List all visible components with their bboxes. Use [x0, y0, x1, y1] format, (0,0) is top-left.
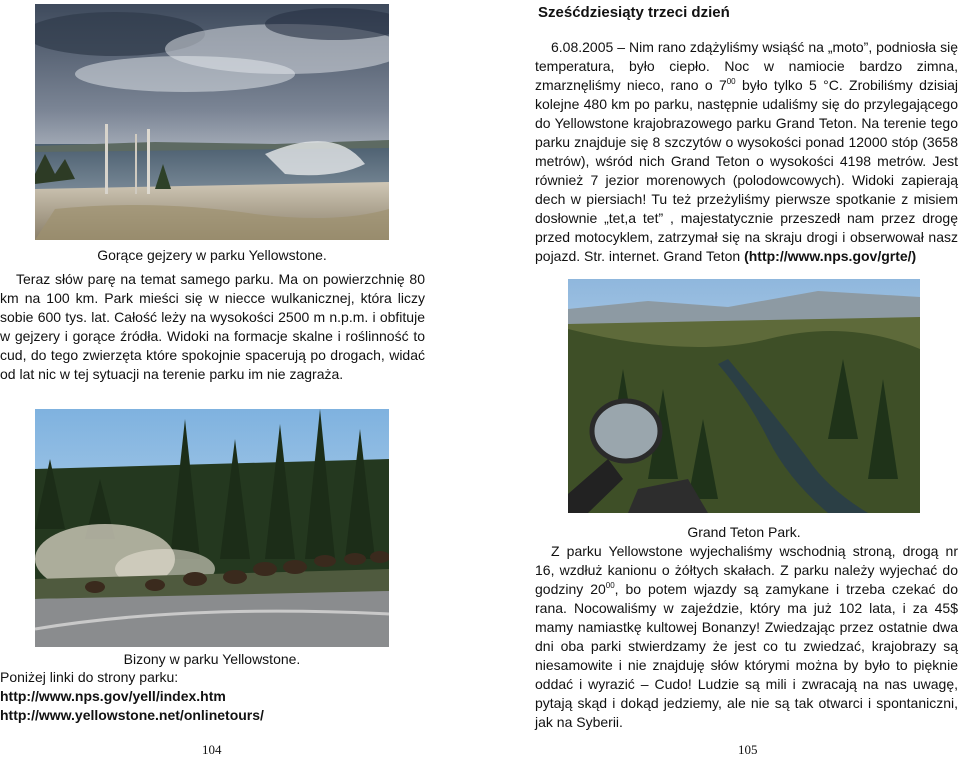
superscript: 00	[726, 77, 736, 86]
narrative-paragraph-2	[535, 542, 958, 732]
day-narrative	[535, 38, 958, 266]
narrative-paragraph-1	[535, 38, 958, 266]
chapter-heading: Sześćdziesiąty trzeci dzień	[538, 4, 730, 21]
link-yellowstone-tours[interactable]: http://www.yellowstone.net/onlinetours/	[0, 707, 264, 723]
link-nps-yell[interactable]: http://www.nps.gov/yell/index.htm	[0, 688, 226, 704]
bison-caption: Bizony w parku Yellowstone.	[123, 651, 301, 667]
park-description	[0, 270, 425, 384]
right-page	[480, 0, 960, 757]
superscript: 00	[605, 581, 615, 590]
return-narrative	[535, 542, 958, 732]
geyser-photo	[35, 4, 389, 240]
narrative-text: , bo potem wjazdy są zamykane i trzeba czekać do rana. Nocowaliśmy w zajeździe, który ma już 102 lata, i za 45$ mamy namiastkę kultowej Bonanzy! Zwiedzając przez ostatnie dwa dni oba parki stwierdzamy że jest co tu zwiedzać, krajobrazy są niesamowite i nie znajduję słów którymi można by było to pięknie oddać i wyrazić – Cudo! Ludzie są mili i zwracają na nas uwagę, pytają skąd i dokąd jedziemy, ale nie są tak otwarci i spontaniczni, jak na Syberii.	[535, 581, 958, 730]
bison-photo	[35, 409, 389, 647]
left-page	[0, 0, 480, 757]
narrative-text: Z parku Yellowstone wyjechaliśmy wschodnią stroną, drogą nr 16, wzdłuż kanionu o żółtych skałach. Z parku należy wyjechać do godziny 20	[535, 543, 958, 597]
geyser-caption: Gorące gejzery w parku Yellowstone.	[97, 247, 327, 263]
narrative-text: 6.08.2005 – Nim rano zdążyliśmy wsiąść na „moto”, podniosła się temperatura, było ciepło. Noc w namiocie bardzo zimna, zmarznęliśmy nieco, rano o 7	[535, 39, 958, 93]
link-nps-grte[interactable]: (http://www.nps.gov/grte/)	[744, 248, 917, 264]
teton-caption: Grand Teton Park.	[687, 524, 801, 540]
park-description-paragraph: Teraz słów parę na temat samego parku. Ma on powierzchnię 80 km na 100 km. Park mieści się w niecce wulkanicznej, która liczy sobie 600 tys. lat. Całość leży na wysokości 2500 m n.p.m. i obfituje w gejzery i gorące źródła. Widoki na formacje skalne i roślinność to cud, do tego zwierzęta które spokojnie spacerują po drogach, widać od lat nic w tej sytuacji na terenie parku im nie zagraża.	[0, 271, 425, 382]
links-intro: Poniżej linki do strony parku:	[0, 669, 179, 685]
page-number-left: 104	[202, 742, 222, 757]
park-links	[0, 668, 420, 725]
narrative-text: było tylko 5 °C. Zrobiliśmy dzisiaj kolejne 480 km po parku, następnie udaliśmy się do przylegającego do Yellowstone krajobrazowego parku Grand Teton. Na terenie tego parku znajduje się 8 szczytów o wysokości ponad 12000 stóp (3658 metrów), wśród nich Grand Teton o wysokości 4198 metrów. Jest również 7 jezior morenowych (polodowcowych). Widoki zapierają dech w piersiach! Tu też przeżyliśmy pierwsze spotkanie z misiem dosłownie „tet,a tet” , majestatycznie przeszedł nam przez drogę przed motocyklem, zatrzymał się na skraju drogi i obserwował nasz pojazd. Str. internet. Grand Teton	[535, 77, 958, 264]
teton-photo	[568, 279, 920, 513]
page-number-right: 105	[738, 742, 758, 757]
